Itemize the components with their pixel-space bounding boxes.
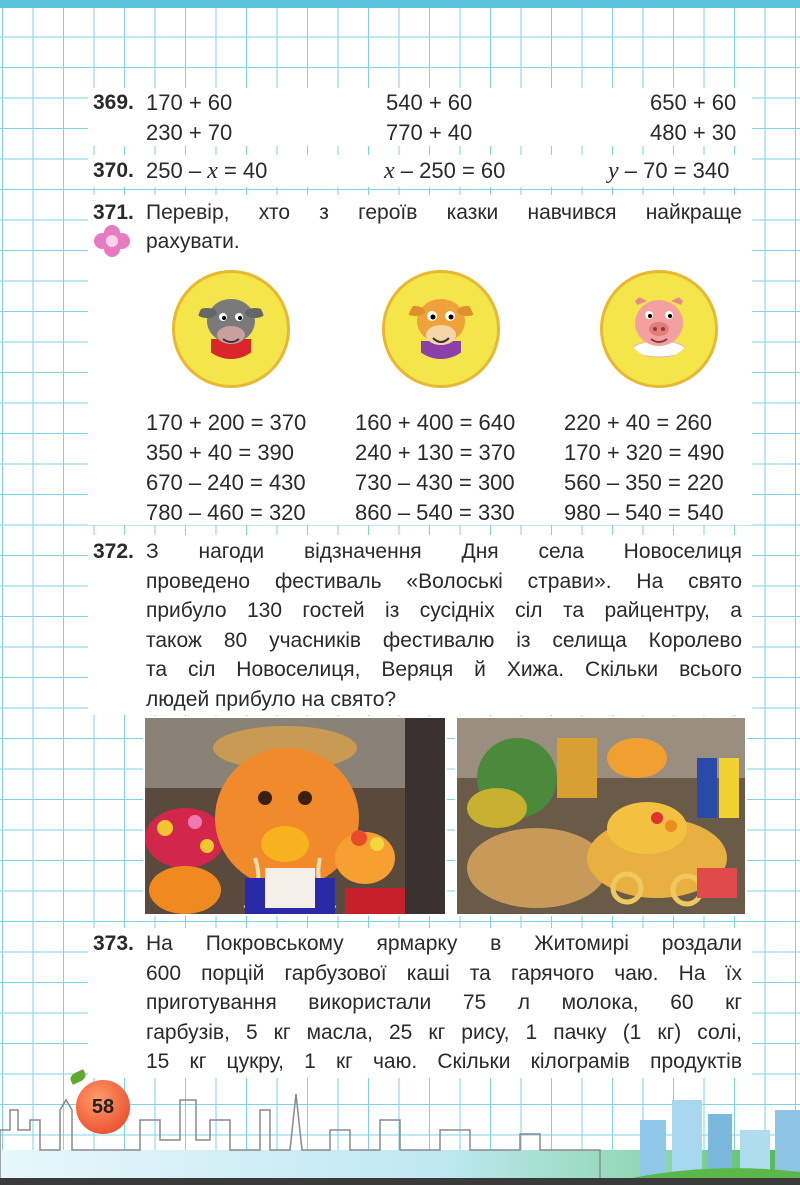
- task371-col2: [355, 408, 515, 528]
- expression: 170 + 60: [146, 90, 233, 115]
- page-number: 58: [76, 1080, 130, 1134]
- equality: 160 + 400 = 640: [355, 410, 516, 435]
- pumpkin-figure-image: [145, 718, 445, 914]
- expression: 770 + 40: [386, 120, 473, 145]
- hero-calf: [382, 270, 500, 388]
- hero-piglet: [600, 270, 718, 388]
- equality: 670 – 240 = 430: [146, 470, 306, 495]
- equality: 170 + 320 = 490: [564, 440, 725, 465]
- task369-col1: [146, 88, 232, 148]
- equation-3: y – 70 = 340: [608, 158, 730, 184]
- calf-face-icon: [197, 291, 265, 359]
- flower-marker-icon: [92, 224, 132, 258]
- task371-number: 371.: [93, 201, 134, 224]
- task371-col3: [564, 408, 724, 528]
- expression: 230 + 70: [146, 120, 233, 145]
- task372-text: З нагоди відзначення Дня села Новоселиця проведено фестиваль «Волоські страви». На свято прибуло 130 гостей із сусідніх сіл та райцентру, а також 80 учасників фестивалю із селища Королево та сіл Новоселиця, Веряця й Хижа. Скільки всього людей прибуло на свято?: [146, 540, 742, 711]
- equality: 860 – 540 = 330: [355, 500, 515, 525]
- hero-bull-calf: [172, 270, 290, 388]
- equality: 240 + 130 = 370: [355, 440, 516, 465]
- expression: 540 + 60: [386, 90, 473, 115]
- task371-col1: [146, 408, 306, 528]
- expression: 650 + 60: [650, 90, 737, 115]
- task373-number: 373.: [93, 932, 134, 955]
- task371-text: Перевір, хто з героїв казки навчився найкраще: [146, 201, 742, 224]
- decorated-dishes-image: [457, 718, 745, 914]
- festival-photo-dishes: [455, 716, 747, 916]
- equality: 350 + 40 = 390: [146, 440, 295, 465]
- equality: 170 + 200 = 370: [146, 410, 307, 435]
- equality: 980 – 540 = 540: [564, 500, 724, 525]
- task372-number: 372.: [93, 540, 134, 563]
- task369-col2: [386, 88, 472, 148]
- footer-line: [0, 1178, 800, 1185]
- equality: 780 – 460 = 320: [146, 500, 306, 525]
- equation-2: x – 250 = 60: [384, 158, 506, 184]
- task369-col3: [650, 88, 736, 148]
- equality: 220 + 40 = 260: [564, 410, 713, 435]
- equality: 560 – 350 = 220: [564, 470, 724, 495]
- task370-number: 370.: [93, 159, 134, 182]
- expression: 480 + 30: [650, 120, 737, 145]
- task373-text: На Покровському ярмарку в Житомирі роздали 600 порцій гарбузової каші та гарячого чаю. На їх приготування використали 75 л молока, 60 кг гарбузів, 5 кг масла, 25 кг рису, 1 пачку (1 кг) солі, 15 кг цукру, 1 кг чаю. Скільки кілограмів продуктів: [146, 932, 742, 1073]
- festival-photo-pumpkin: [143, 716, 447, 916]
- equation-1: 250 – x = 40: [146, 158, 268, 184]
- equality: 730 – 430 = 300: [355, 470, 515, 495]
- calf-face-icon: [407, 291, 475, 359]
- pig-face-icon: [625, 291, 693, 359]
- leaf-icon: [69, 1069, 88, 1085]
- task371-text-line2: рахувати.: [146, 230, 240, 253]
- task369-number: 369.: [93, 91, 134, 114]
